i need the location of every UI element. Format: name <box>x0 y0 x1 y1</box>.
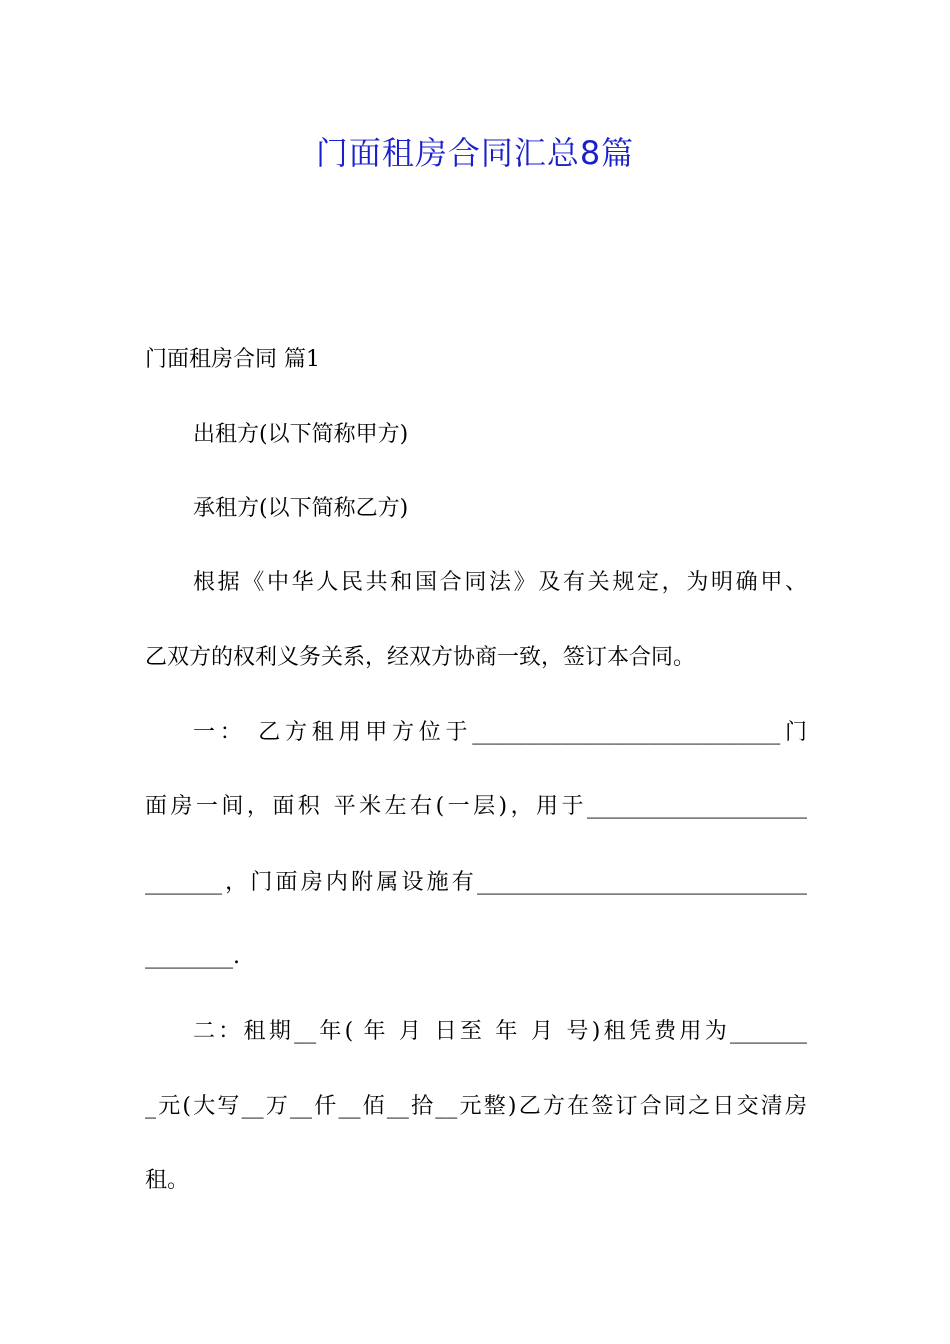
paragraph-line: 根据《中华人民共和国合同法》及有关规定，为明确甲、 <box>193 570 807 595</box>
paragraph-line: 出租方(以下简称甲方) <box>193 422 409 447</box>
paragraph-line: _元(大写__万__仟__佰__拾__元整)乙方在签订合同之日交清房 <box>145 1094 807 1119</box>
paragraph-line: 租。 <box>145 1168 190 1193</box>
paragraph-line: 承租方(以下简称乙方) <box>193 496 409 521</box>
paragraph-line: ________. <box>145 944 240 969</box>
document-title: 门面租房合同汇总8篇 <box>315 134 635 172</box>
paragraph-line: 乙双方的权利义务关系，经双方协商一致，签订本合同。 <box>145 645 696 670</box>
section-heading: 门面租房合同 篇1 <box>145 347 320 372</box>
paragraph-line: 一： 乙方租用甲方位于____________________________门 <box>193 720 807 745</box>
paragraph-line: 二：租期__年( 年 月 日至 年 月 号)租凭费用为_______ <box>193 1019 807 1044</box>
paragraph-line: 面房一间，面积 平米左右(一层)，用于____________________ <box>145 794 807 819</box>
paragraph-line: _______，门面房内附属设施有______________________________ <box>145 870 807 895</box>
